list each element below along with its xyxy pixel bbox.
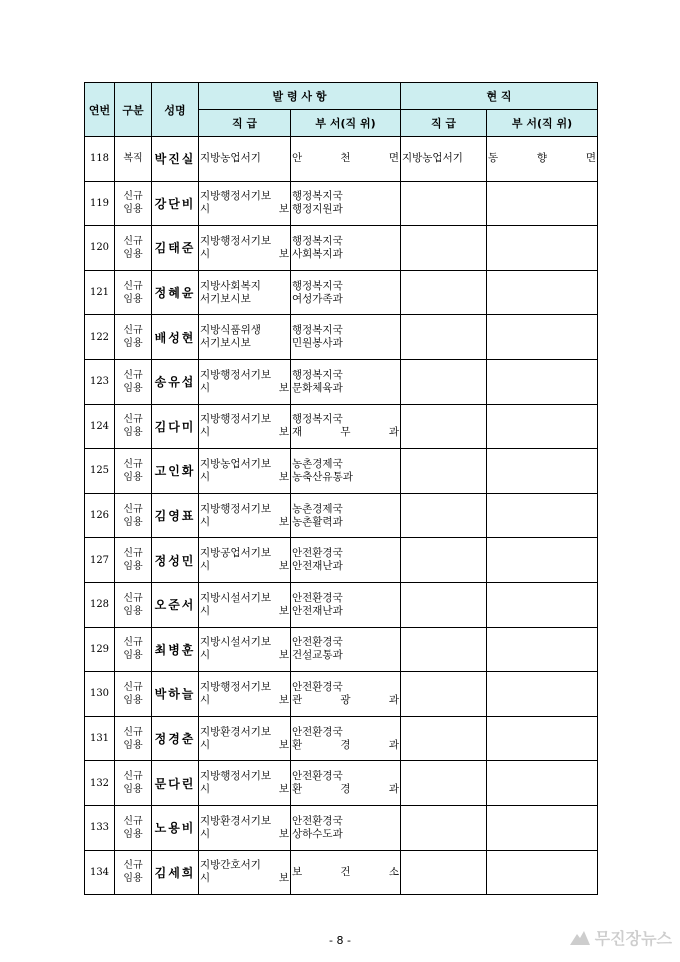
rank-line-1: 지방환경서기보 — [200, 725, 272, 738]
person-name: 오준서 — [154, 598, 196, 613]
kind-line-2: 임용 — [123, 739, 143, 751]
dept-line-1: 행정복지국 — [292, 279, 343, 292]
row-rank — [199, 404, 291, 449]
row-dept — [291, 137, 401, 182]
row-current-dept — [487, 315, 598, 360]
dept-line-2: 민원봉사과 — [292, 337, 343, 350]
person-name: 송유섭 — [154, 375, 196, 390]
rank-line-2: 시 보 — [200, 827, 289, 840]
row-current-dept — [487, 582, 598, 627]
current-rank-text: 지방농업서기 — [402, 152, 463, 165]
row-current-dept — [487, 761, 598, 806]
row-kind — [115, 315, 152, 360]
table-row — [85, 315, 598, 360]
row-dept — [291, 538, 401, 583]
row-name — [152, 493, 199, 538]
row-name — [152, 270, 199, 315]
row-kind — [115, 805, 152, 850]
row-number-text: 133 — [89, 822, 110, 834]
header-name: 성명 — [152, 83, 199, 137]
row-number — [85, 226, 115, 271]
row-number-text: 129 — [89, 643, 110, 655]
table-row — [85, 226, 598, 271]
row-current-dept — [487, 404, 598, 449]
person-name: 박진실 — [154, 152, 196, 167]
person-name: 김다미 — [154, 419, 196, 434]
dept-line-1: 안전환경국 — [292, 636, 343, 649]
person-name: 정성민 — [154, 553, 196, 568]
rank-line-1: 지방사회복지 — [200, 279, 261, 292]
row-name — [152, 627, 199, 672]
row-kind — [115, 627, 152, 672]
row-current-dept — [487, 493, 598, 538]
dept-line-2: 여성가족과 — [292, 292, 343, 305]
table-row — [85, 627, 598, 672]
row-name — [152, 181, 199, 226]
row-name — [152, 805, 199, 850]
row-name — [152, 538, 199, 583]
row-current-rank — [401, 315, 487, 360]
row-current-dept — [487, 716, 598, 761]
person-name: 김태준 — [154, 241, 196, 256]
row-dept — [291, 359, 401, 404]
table-row — [85, 761, 598, 806]
table-row — [85, 805, 598, 850]
row-rank — [199, 493, 291, 538]
row-dept — [291, 672, 401, 717]
row-current-rank — [401, 270, 487, 315]
row-kind — [115, 493, 152, 538]
kind-line-2: 임용 — [123, 293, 143, 305]
dept-line-2: 재 무 과 — [292, 426, 399, 439]
rank-line-2: 시 보 — [200, 560, 289, 573]
row-rank — [199, 850, 291, 895]
row-number-text: 125 — [89, 465, 110, 477]
row-number — [85, 850, 115, 895]
row-rank — [199, 805, 291, 850]
kind-line-1: 신규 — [123, 815, 143, 827]
row-number-text: 132 — [89, 777, 110, 789]
rank-line-1: 지방행정서기보 — [200, 680, 272, 693]
row-kind — [115, 404, 152, 449]
kind-line-2: 임용 — [123, 694, 143, 706]
row-kind — [115, 449, 152, 494]
row-number — [85, 493, 115, 538]
row-current-dept — [487, 181, 598, 226]
dept-line-2: 환 경 과 — [292, 783, 399, 796]
row-dept — [291, 226, 401, 271]
rank-line-2: 서기보시보 — [200, 337, 251, 350]
header-no: 연번 — [85, 83, 115, 137]
rank-line-2: 시 보 — [200, 738, 289, 751]
row-current-rank — [401, 181, 487, 226]
dept-line-2: 농축산유통과 — [292, 470, 353, 483]
row-name — [152, 582, 199, 627]
dept-line-2: 건설교통과 — [292, 649, 343, 662]
row-dept — [291, 181, 401, 226]
rank-line-1: 지방행정서기보 — [200, 770, 272, 783]
row-number — [85, 627, 115, 672]
kind-line-1: 신규 — [123, 592, 143, 604]
rank-line-2: 시 보 — [200, 649, 289, 662]
dept-line-2: 행정지원과 — [292, 203, 343, 216]
row-name — [152, 449, 199, 494]
row-number-text: 126 — [89, 510, 110, 522]
rank-line-2: 시 보 — [200, 426, 289, 439]
row-number-text: 121 — [89, 287, 110, 299]
row-current-rank — [401, 137, 487, 182]
header-appointment: 발 령 사 항 — [199, 83, 401, 110]
row-current-rank — [401, 226, 487, 271]
row-number-text: 122 — [89, 331, 110, 343]
row-kind — [115, 850, 152, 895]
row-number-text: 119 — [89, 197, 110, 209]
row-number — [85, 137, 115, 182]
kind-line-2: 임용 — [123, 873, 143, 885]
row-kind — [115, 137, 152, 182]
row-number — [85, 716, 115, 761]
rank-line-1: 지방행정서기보 — [200, 413, 272, 426]
current-dept-text: 동 향 면 — [488, 152, 596, 165]
row-dept — [291, 270, 401, 315]
dept-line-2: 상하수도과 — [292, 827, 343, 840]
row-rank — [199, 449, 291, 494]
row-name — [152, 137, 199, 182]
row-rank — [199, 761, 291, 806]
rank-line-1: 지방행정서기보 — [200, 368, 272, 381]
row-rank — [199, 315, 291, 360]
rank-line-1: 지방행정서기보 — [200, 234, 272, 247]
kind-line-1: 신규 — [123, 325, 143, 337]
person-name: 정경춘 — [154, 732, 196, 747]
row-name — [152, 359, 199, 404]
rank-line-1: 지방행정서기보 — [200, 502, 272, 515]
kind-line-2: 임용 — [123, 784, 143, 796]
page-number: - 8 - — [329, 934, 351, 947]
row-rank — [199, 181, 291, 226]
kind-line-1: 신규 — [123, 637, 143, 649]
row-number-text: 123 — [89, 376, 110, 388]
row-current-rank — [401, 716, 487, 761]
kind-line-2: 임용 — [123, 427, 143, 439]
row-kind — [115, 672, 152, 717]
rank-line-1: 지방시설서기보 — [200, 591, 272, 604]
header-kind: 구분 — [115, 83, 152, 137]
table-row — [85, 850, 598, 895]
row-dept — [291, 761, 401, 806]
dept-line-1: 행정복지국 — [292, 190, 343, 203]
row-kind — [115, 582, 152, 627]
rank-line-2: 시 보 — [200, 693, 289, 706]
dept-line-1: 농촌경제국 — [292, 502, 343, 515]
kind-line-1: 신규 — [123, 726, 143, 738]
table-row — [85, 270, 598, 315]
dept-line-2: 안전재난과 — [292, 560, 343, 573]
person-name: 정혜윤 — [154, 286, 196, 301]
row-number — [85, 672, 115, 717]
kind-line-2: 임용 — [123, 828, 143, 840]
row-current-rank — [401, 805, 487, 850]
row-number — [85, 181, 115, 226]
row-dept — [291, 627, 401, 672]
dept-line-1: 보 건 소 — [292, 865, 399, 878]
person-name: 배성현 — [154, 330, 196, 345]
kind-line-1: 신규 — [123, 681, 143, 693]
row-name — [152, 761, 199, 806]
rank-line-2: 서기보시보 — [200, 292, 251, 305]
kind-line-2: 임용 — [123, 561, 143, 573]
row-current-dept — [487, 672, 598, 717]
row-current-rank — [401, 449, 487, 494]
row-rank — [199, 359, 291, 404]
kind-line-1: 신규 — [123, 548, 143, 560]
dept-line-1: 안전환경국 — [292, 547, 343, 560]
rank-line-1: 지방시설서기보 — [200, 636, 272, 649]
row-current-dept — [487, 850, 598, 895]
row-name — [152, 672, 199, 717]
row-name — [152, 315, 199, 360]
row-current-dept — [487, 805, 598, 850]
rank-line-1: 지방농업서기 — [200, 152, 261, 165]
row-kind — [115, 226, 152, 271]
dept-line-1: 행정복지국 — [292, 413, 343, 426]
row-rank — [199, 716, 291, 761]
row-name — [152, 404, 199, 449]
rank-line-1: 지방식품위생 — [200, 324, 261, 337]
row-number-text: 128 — [89, 599, 110, 611]
kind-line-1: 신규 — [123, 235, 143, 247]
rank-line-2: 시 보 — [200, 604, 289, 617]
row-dept — [291, 582, 401, 627]
rank-line-1: 지방환경서기보 — [200, 814, 272, 827]
row-number-text: 131 — [89, 733, 110, 745]
rank-line-1: 지방농업서기보 — [200, 457, 272, 470]
row-current-rank — [401, 493, 487, 538]
row-current-rank — [401, 850, 487, 895]
row-rank — [199, 137, 291, 182]
row-current-dept — [487, 449, 598, 494]
kind-line-2: 임용 — [123, 650, 143, 662]
rank-line-2: 시 보 — [200, 783, 289, 796]
row-kind — [115, 538, 152, 583]
row-number — [85, 538, 115, 583]
header-current: 현 직 — [401, 83, 598, 110]
dept-line-2: 사회복지과 — [292, 247, 343, 260]
row-current-rank — [401, 582, 487, 627]
mountain-icon — [569, 928, 591, 946]
dept-line-2: 문화체육과 — [292, 381, 343, 394]
watermark-logo — [569, 922, 672, 952]
row-current-rank — [401, 359, 487, 404]
kind-line-2: 임용 — [123, 471, 143, 483]
table-row — [85, 359, 598, 404]
person-name: 김세희 — [154, 865, 196, 880]
rank-line-2: 시 보 — [200, 515, 289, 528]
row-number-text: 124 — [89, 420, 110, 432]
row-kind — [115, 716, 152, 761]
dept-line-1: 행정복지국 — [292, 368, 343, 381]
kind-line-2: 임용 — [123, 516, 143, 528]
person-name: 최병훈 — [154, 642, 196, 657]
kind-line-2: 임용 — [123, 248, 143, 260]
table-row — [85, 137, 598, 182]
row-dept — [291, 449, 401, 494]
table-row — [85, 538, 598, 583]
row-number-text: 127 — [89, 554, 110, 566]
row-current-rank — [401, 538, 487, 583]
row-number-text: 120 — [89, 242, 110, 254]
row-number — [85, 449, 115, 494]
row-number — [85, 761, 115, 806]
dept-line-1: 농촌경제국 — [292, 457, 343, 470]
row-current-dept — [487, 538, 598, 583]
header-rank: 직 급 — [199, 110, 291, 137]
row-name — [152, 226, 199, 271]
row-dept — [291, 805, 401, 850]
person-name: 고인화 — [154, 464, 196, 479]
dept-line-1: 안전환경국 — [292, 680, 343, 693]
row-kind — [115, 359, 152, 404]
rank-line-2: 시 보 — [200, 203, 289, 216]
person-name: 문다린 — [154, 776, 196, 791]
personnel-table — [84, 82, 598, 895]
person-name: 노용비 — [154, 821, 196, 836]
table-row — [85, 672, 598, 717]
row-dept — [291, 404, 401, 449]
row-number-text: 118 — [89, 153, 110, 165]
dept-line-1: 안전환경국 — [292, 725, 343, 738]
header-dept: 부 서(직 위) — [291, 110, 401, 137]
row-name — [152, 716, 199, 761]
table-row — [85, 404, 598, 449]
row-current-dept — [487, 226, 598, 271]
row-dept — [291, 493, 401, 538]
row-current-dept — [487, 137, 598, 182]
row-rank — [199, 672, 291, 717]
header-cur-rank: 직 급 — [401, 110, 487, 137]
row-number — [85, 270, 115, 315]
row-rank — [199, 582, 291, 627]
rank-line-2: 시 보 — [200, 872, 289, 885]
kind-line-1: 복직 — [123, 153, 143, 165]
person-name: 박하늘 — [154, 687, 196, 702]
row-current-rank — [401, 404, 487, 449]
row-current-rank — [401, 672, 487, 717]
kind-line-1: 신규 — [123, 860, 143, 872]
table-row — [85, 582, 598, 627]
table-row — [85, 449, 598, 494]
rank-line-1: 지방간호서기 — [200, 859, 261, 872]
dept-line-2: 환 경 과 — [292, 738, 399, 751]
kind-line-1: 신규 — [123, 280, 143, 292]
kind-line-2: 임용 — [123, 338, 143, 350]
kind-line-1: 신규 — [123, 503, 143, 515]
dept-line-2: 농촌활력과 — [292, 515, 343, 528]
row-current-dept — [487, 359, 598, 404]
rank-line-1: 지방행정서기보 — [200, 190, 272, 203]
dept-line-1: 행정복지국 — [292, 324, 343, 337]
row-number-text: 134 — [89, 866, 110, 878]
dept-line-1: 안전환경국 — [292, 591, 343, 604]
row-dept — [291, 850, 401, 895]
row-number — [85, 404, 115, 449]
rank-line-1: 지방공업서기보 — [200, 547, 272, 560]
row-kind — [115, 270, 152, 315]
row-current-rank — [401, 627, 487, 672]
kind-line-1: 신규 — [123, 369, 143, 381]
row-number-text: 130 — [89, 688, 110, 700]
table-row — [85, 181, 598, 226]
rank-line-2: 시 보 — [200, 470, 289, 483]
dept-line-1: 안전환경국 — [292, 814, 343, 827]
row-rank — [199, 270, 291, 315]
row-name — [152, 850, 199, 895]
row-rank — [199, 226, 291, 271]
row-kind — [115, 181, 152, 226]
kind-line-2: 임용 — [123, 382, 143, 394]
row-number — [85, 582, 115, 627]
dept-line-2: 안전재난과 — [292, 604, 343, 617]
table-row — [85, 716, 598, 761]
dept-line-1: 안 천 면 — [292, 152, 399, 165]
row-current-dept — [487, 627, 598, 672]
row-current-rank — [401, 761, 487, 806]
kind-line-1: 신규 — [123, 458, 143, 470]
table-row — [85, 493, 598, 538]
row-kind — [115, 761, 152, 806]
watermark-text: 무진장뉴스 — [594, 928, 672, 948]
dept-line-1: 행정복지국 — [292, 234, 343, 247]
row-dept — [291, 716, 401, 761]
rank-line-2: 시 보 — [200, 247, 289, 260]
kind-line-1: 신규 — [123, 191, 143, 203]
kind-line-2: 임용 — [123, 204, 143, 216]
person-name: 김영표 — [154, 509, 196, 524]
row-current-dept — [487, 270, 598, 315]
kind-line-2: 임용 — [123, 605, 143, 617]
row-number — [85, 805, 115, 850]
row-number — [85, 359, 115, 404]
row-rank — [199, 538, 291, 583]
kind-line-1: 신규 — [123, 771, 143, 783]
table-body — [85, 137, 598, 895]
rank-line-2: 시 보 — [200, 381, 289, 394]
row-rank — [199, 627, 291, 672]
dept-line-2: 관 광 과 — [292, 693, 399, 706]
dept-line-1: 안전환경국 — [292, 770, 343, 783]
row-dept — [291, 315, 401, 360]
kind-line-1: 신규 — [123, 414, 143, 426]
header-cur-dept: 부 서(직 위) — [487, 110, 598, 137]
person-name: 강단비 — [154, 196, 196, 211]
row-number — [85, 315, 115, 360]
